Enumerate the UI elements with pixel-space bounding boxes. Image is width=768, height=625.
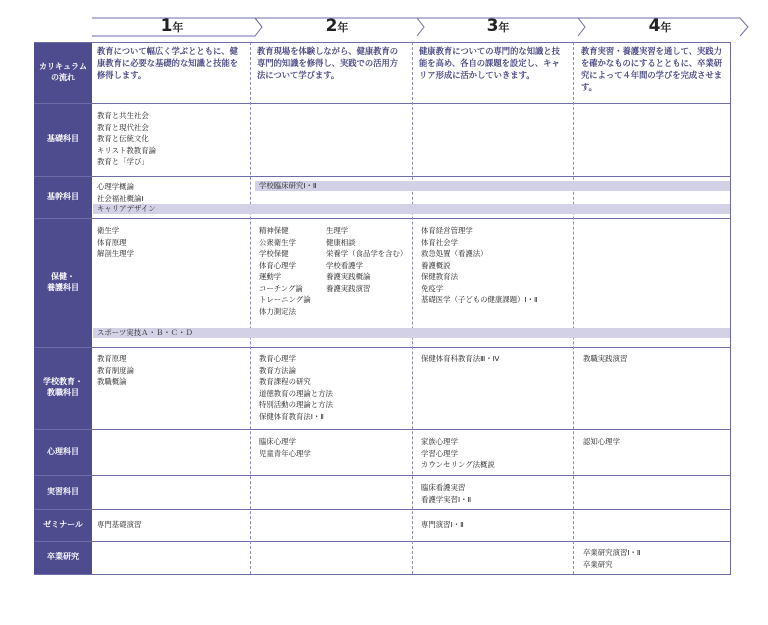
row-divider xyxy=(34,176,731,177)
year-2-heading: 2年 xyxy=(325,16,349,36)
hoken-year1-list: 衛生学 体育原理 解剖生理学 xyxy=(97,226,134,258)
shinri-year2-list: 臨床心理学 児童青年心理学 xyxy=(259,437,311,458)
flow-text-year2: 教育現場を体験しながら、健康教育の専門的知識を修得し、実践での活用方法について学びます。 xyxy=(257,46,399,81)
year-1-heading: 1年 xyxy=(160,16,184,36)
seminar-year3-list: 専門演習Ⅰ・Ⅱ xyxy=(421,520,464,529)
row-label-curriculum-flow: カリキュラム の流れ xyxy=(39,61,87,82)
row-label-kikan: 基幹科目 xyxy=(47,191,79,201)
year-divider xyxy=(412,42,413,574)
kyoiku-year1-list: 教育原理 教育制度論 教職概論 xyxy=(97,354,134,386)
row-divider xyxy=(34,347,731,348)
kiso-year1-list: 教育と共生社会 教育と現代社会 教育と伝統文化 キリスト教教育論 教育と「学び」 xyxy=(97,111,156,166)
row-label-hoken: 保健・ 養護科目 xyxy=(47,271,79,292)
year-divider xyxy=(573,42,574,574)
row-label-kiso: 基礎科目 xyxy=(47,134,79,144)
sotsugyo-year4-list: 卒業研究演習Ⅰ・Ⅱ 卒業研究 xyxy=(583,548,641,569)
shinri-year4-list: 認知心理学 xyxy=(583,437,620,446)
flow-text-year1: 教育について幅広く学ぶとともに、健康教育に必要な基礎的な知識と技能を修得します。 xyxy=(97,46,239,81)
row-divider xyxy=(34,218,731,219)
kikan-year2-bar: 学校臨床研究Ⅰ・Ⅱ xyxy=(255,181,730,191)
row-label-jisshu: 実習科目 xyxy=(47,486,79,496)
kyoiku-year2-list: 教育心理学 教育方法論 教育課程の研究 道徳教育の理論と方法 特別活動の理論と方法 保健体育教育法Ⅰ・Ⅱ xyxy=(259,354,333,421)
year-4-heading: 4年 xyxy=(648,16,672,36)
row-divider xyxy=(34,103,731,104)
jisshu-year3-list: 臨床看護実習 看護学実習Ⅰ・Ⅱ xyxy=(421,483,472,504)
hoken-year2-list-b: 生理学 健康相談 栄養学（食品学を含む） 学校看護学 養護実践概論 養護実践演習 xyxy=(326,226,408,293)
flow-text-year4: 教育実習・養護実習を通して、実践力を確かなものにするとともに、卒業研究によって４年間の学びを完成させます。 xyxy=(581,46,723,93)
row-label-kyoiku: 学校教育・ 教職科目 xyxy=(43,377,83,397)
row-divider xyxy=(34,429,731,430)
kikan-year1-bar: キャリアデザイン xyxy=(93,204,730,214)
hoken-year2-list-a: 精神保健 公衆衛生学 学校保健 体育心理学 運動学 コーチング論 トレーニング論 体力測定法 xyxy=(259,226,311,316)
row-label-seminar: ゼミナール xyxy=(43,519,83,529)
shinri-year3-list: 家族心理学 学習心理学 カウンセリング法概説 xyxy=(421,437,495,469)
kyoiku-year4-list: 教職実践演習 xyxy=(583,354,628,363)
hoken-sports-bar: スポーツ実技Ａ・Ｂ・Ｃ・Ｄ xyxy=(93,328,730,338)
year-3-heading: 3年 xyxy=(486,16,510,36)
row-label-sotsugyo: 卒業研究 xyxy=(47,552,79,562)
seminar-year1-list: 専門基礎演習 xyxy=(97,520,142,529)
row-divider xyxy=(34,509,731,510)
year-divider xyxy=(250,42,251,574)
kyoiku-year3-list: 保健体育科教育法Ⅲ・Ⅳ xyxy=(421,354,500,363)
hoken-year3-list: 体育経営管理学 体育社会学 救急処置（看護法） 養護概説 保健教育法 免疫学 基礎医学（子どもの健康課題）Ⅰ・Ⅱ xyxy=(421,226,538,304)
kikan-year1-list: 心理学概論 社会福祉概論Ⅰ xyxy=(97,182,144,203)
row-divider xyxy=(34,574,731,575)
row-divider xyxy=(34,475,731,476)
flow-text-year3: 健康教育についての専門的な知識と技能を高め、各自の課題を設定し、キャリア形成に活かしていきます。 xyxy=(419,46,560,81)
row-divider xyxy=(34,541,731,542)
row-divider xyxy=(34,42,731,43)
row-label-shinri: 心理科目 xyxy=(47,446,79,456)
